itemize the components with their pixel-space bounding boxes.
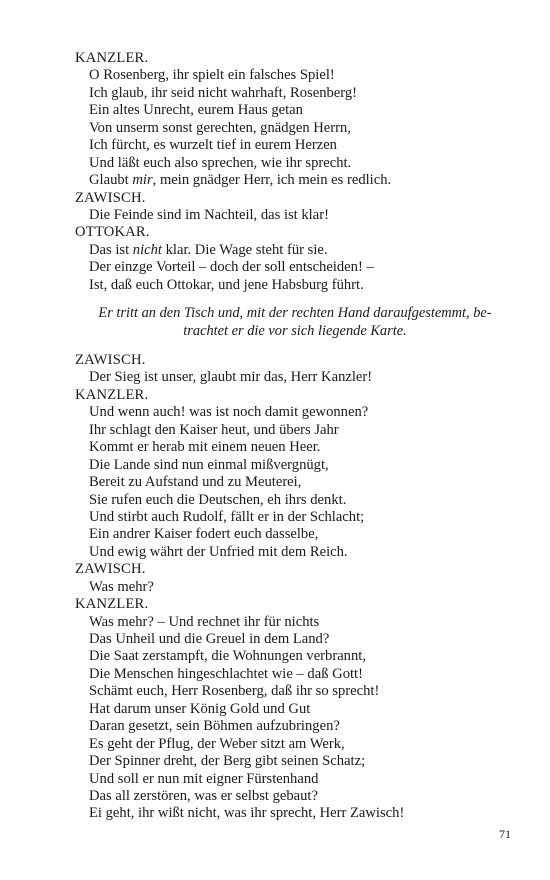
verse-line: Das all zerstören, was er selbst gebaut? — [89, 787, 318, 804]
verse-text: klar. Die Wage steht für sie. — [161, 241, 328, 258]
dialogue-block-2 — [75, 352, 515, 823]
stage-direction-line-1: Er tritt an den Tisch und, mit der rechten Hand daraufgestemmt, be- — [98, 305, 492, 321]
speaker-name: KANZLER. — [75, 596, 149, 613]
verse-line: Von unserm sonst gerechten, gnädgen Herrn, — [89, 119, 351, 136]
verse-text: Das ist — [89, 241, 133, 258]
verse-line: Ein altes Unrecht, eurem Haus getan — [89, 102, 303, 119]
verse-line: Die Lande sind nun einmal mißvergnügt, — [89, 456, 329, 473]
verse-line: Schämt euch, Herr Rosenberg, daß ihr so sprecht! — [89, 683, 380, 700]
emphasized-word: mir — [132, 172, 153, 189]
dialogue-block-1 — [75, 50, 515, 294]
verse-line: Bereit zu Aufstand und zu Meuterei, — [89, 474, 302, 491]
speaker-name: ZAWISCH. — [75, 352, 146, 368]
verse-line: Der Spinner dreht, der Berg gibt seinen Schatz; — [89, 753, 366, 770]
emphasized-word: nicht — [132, 241, 162, 258]
verse-line: Ei geht, ihr wißt nicht, was ihr sprecht, Herr Zawisch! — [89, 805, 405, 822]
verse-line: O Rosenberg, ihr spielt ein falsches Spiel! — [89, 67, 335, 84]
verse-line: Ist, daß euch Ottokar, und jene Habsburg führt. — [89, 276, 364, 293]
verse-line: Die Menschen hingeschlachtet wie – daß Gott! — [89, 665, 363, 682]
verse-line: Das Unheil und die Greuel in dem Land? — [89, 631, 330, 647]
verse-text: Glaubt — [89, 172, 133, 189]
speaker-name: OTTOKAR. — [75, 224, 150, 241]
verse-line: Der einzge Vorteil – doch der soll entscheiden! – — [89, 259, 374, 276]
verse-line: Was mehr? – Und rechnet ihr für nichts — [89, 613, 320, 630]
verse-line: Der Sieg ist unser, glaubt mir das, Herr Kanzler! — [89, 369, 373, 386]
verse-line: Und stirbt auch Rudolf, fällt er in der Schlacht; — [89, 508, 365, 525]
verse-line: Es geht der Pflug, der Weber sitzt am Werk, — [89, 735, 345, 752]
verse-line: Und läßt euch also sprechen, wie ihr sprecht. — [89, 154, 352, 171]
verse-text: , mein gnädger Herr, ich mein es redlich. — [152, 172, 392, 189]
verse-line: Ihr schlagt den Kaiser heut, und übers Jahr — [89, 421, 339, 438]
speaker-name: ZAWISCH. — [75, 189, 146, 206]
verse-line: Sie rufen euch die Deutschen, eh ihrs denkt. — [89, 491, 347, 508]
verse-line: Und soll er nun mit eigner Fürstenhand — [89, 770, 319, 787]
speaker-name: ZAWISCH. — [75, 561, 146, 578]
verse-line: Ich glaub, ihr seid nicht wahrhaft, Rosenberg! — [89, 84, 358, 101]
verse-line: Die Feinde sind im Nachteil, das ist klar! — [89, 206, 329, 223]
verse-line — [89, 172, 515, 189]
verse-line: Ich fürcht, es wurzelt tief in eurem Herzen — [89, 137, 337, 154]
page-number: 71 — [499, 827, 511, 841]
verse-line: Die Saat zerstampft, die Wohnungen verbrannt, — [89, 648, 366, 665]
verse-line — [89, 242, 515, 259]
verse-line: Daran gesetzt, sein Böhmen aufzubringen? — [89, 718, 340, 735]
speaker-name: KANZLER. — [75, 50, 149, 66]
stage-direction — [75, 305, 515, 340]
stage-direction-line-2: trachtet er die vor sich liegende Karte. — [183, 322, 407, 339]
verse-line: Kommt er herab mit einem neuen Heer. — [89, 439, 321, 456]
verse-line: Und ewig währt der Unfried mit dem Reich. — [89, 543, 348, 560]
speaker-name: KANZLER. — [75, 386, 149, 403]
verse-line: Und wenn auch! was ist noch damit gewonnen? — [89, 404, 369, 421]
verse-line: Was mehr? — [89, 578, 154, 595]
verse-line: Hat darum unser König Gold und Gut — [89, 700, 311, 717]
verse-line: Ein andrer Kaiser fodert euch dasselbe, — [89, 526, 319, 543]
